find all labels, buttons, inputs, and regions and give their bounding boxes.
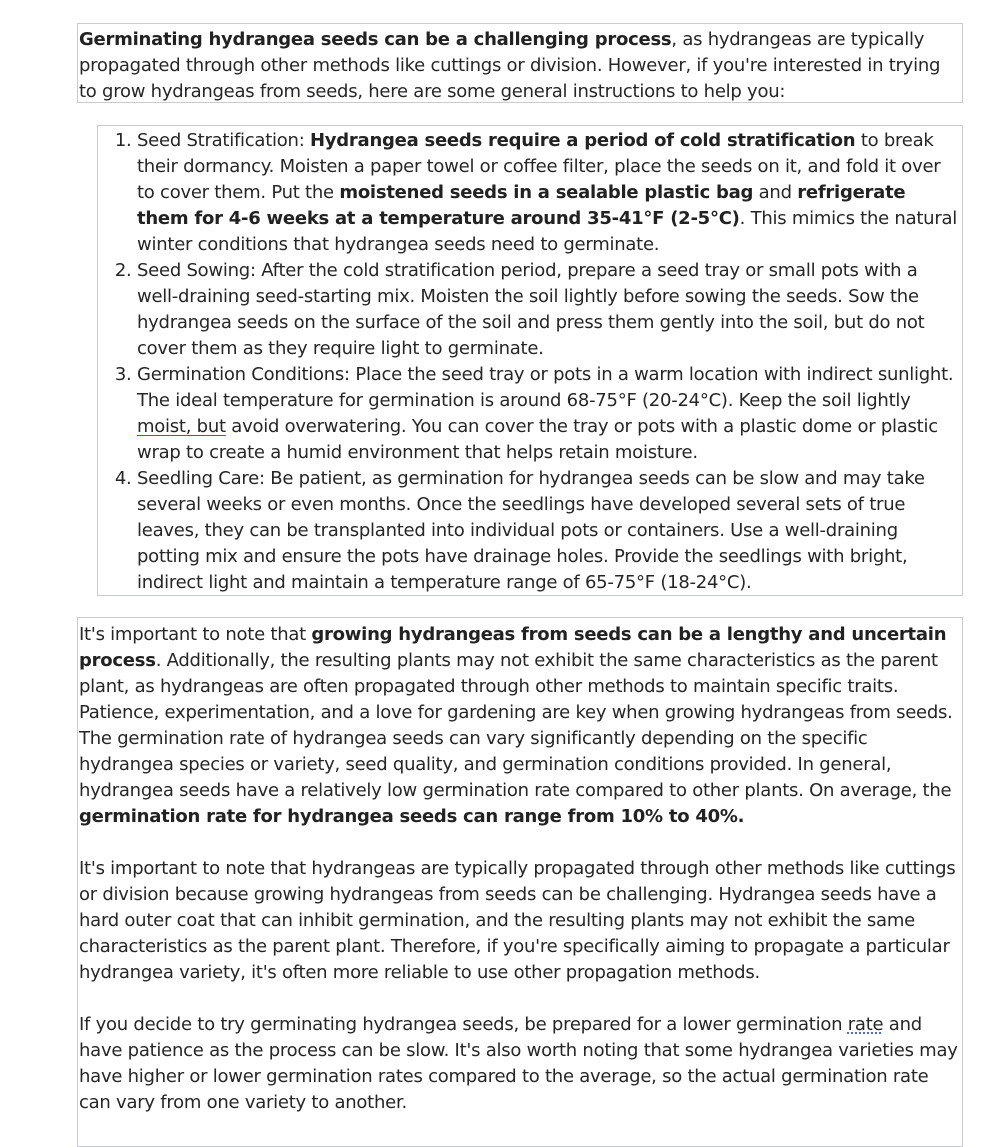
- notes-paragraph: It's important to note that hydrangeas are typically propagated through other methods like cuttings or division because growing hydrangeas from seeds can be challenging. Hydrangea seeds have a hard outer coat that can inhibit germination, and the resulting plants may not exhibit the same characteristics as the parent plant. Therefore, if you're specifically aiming to propagate a particular hydrangea variety, it's often more reliable to use other propagation methods.: [79, 858, 956, 983]
- paragraph-spacer: [79, 830, 962, 856]
- step-bold-text: moistened seeds in a sealable plastic bag: [339, 182, 754, 203]
- notes-paragraph: [79, 622, 962, 726]
- steps-list: [98, 128, 958, 596]
- list-item-seed-stratification: [137, 128, 958, 258]
- notes-paragraph: [79, 726, 962, 830]
- step-text: Seed Sowing: After the cold stratification period, prepare a seed tray or small pots with a well-draining seed-starting mix. Moisten the soil lightly before sowing the seeds. Sow the hydrangea seeds on the surface of the soil and press them gently into the soil, but do not cover them as they require light to germinate.: [137, 260, 925, 359]
- step-text: to break their dormancy. Moisten a paper towel or coffee filter, place the seeds on it, and fold it over to cover them. Put the: [137, 130, 941, 203]
- step-text: and: [753, 182, 798, 203]
- list-item-germination-conditions: [137, 362, 958, 466]
- intro-block[interactable]: [77, 23, 963, 103]
- notes-text: The germination rate of hydrangea seeds can vary significantly depending on the specific hydrangea species or variety, seed quality, and germination conditions provided. In general, hydrangea seeds have a relatively low germination rate compared to other plants. On average, the: [79, 728, 952, 801]
- notes-bold-text: growing hydrangeas from seeds can be a lengthy and uncertain process: [79, 624, 947, 671]
- notes-text: and have patience as the process can be slow. It's also worth noting that some hydrangea varieties may have higher or lower germination rates compared to the average, so the actual germination rate can vary from one variety to another.: [79, 1014, 958, 1113]
- intro-bold-text: Germinating hydrangea seeds can be a challenging process: [79, 29, 672, 50]
- step-text: . This mimics the natural winter conditions that hydrangea seeds need to germinate.: [137, 208, 958, 255]
- step-bold-text: refrigerate them for 4-6 weeks at a temperature around 35-41°F (2-5°C): [137, 182, 906, 229]
- steps-block[interactable]: [97, 125, 963, 596]
- notes-block[interactable]: [77, 617, 963, 1147]
- step-text: avoid overwatering. You can cover the tray or pots with a plastic dome or plastic wrap to create a humid environment that helps retain moisture.: [137, 416, 938, 463]
- step-text: Germination Conditions: Place the seed tray or pots in a warm location with indirect sunlight. The ideal temperature for germination is around 68-75°F (20-24°C). Keep the soil lightly: [137, 364, 954, 411]
- list-item-seedling-care: [137, 466, 958, 596]
- paragraph-spacer: [79, 986, 962, 1012]
- intro-text: , as hydrangeas are typically propagated through other methods like cuttings or division. However, if you're interested in trying to grow hydrangeas from seeds, here are some general instructions to help you:: [79, 29, 941, 102]
- notes-text: If you decide to try germinating hydrangea seeds, be prepared for a lower germination: [79, 1014, 848, 1035]
- notes-bold-text: germination rate for hydrangea seeds can range from 10% to 40%.: [79, 806, 745, 827]
- grammar-underline-text[interactable]: moist, but: [137, 416, 226, 437]
- step-text: Seedling Care: Be patient, as germination for hydrangea seeds can be slow and may take several weeks or even months. Once the seedlings have developed several sets of true leaves, they can be transplanted into individual pots or containers. Use a well-draining potting mix and ensure the pots have drainage holes. Provide the seedlings with bright, indirect light and maintain a temperature range of 65-75°F (18-24°C).: [137, 468, 925, 593]
- list-item-seed-sowing: [137, 258, 958, 362]
- notes-text: It's important to note that: [79, 624, 312, 645]
- intro-paragraph: [79, 27, 962, 105]
- step-text: Seed Stratification:: [137, 130, 310, 151]
- notes-paragraph: [79, 1012, 962, 1116]
- step-bold-text: Hydrangea seeds require a period of cold stratification: [309, 130, 856, 151]
- spelling-underline-text[interactable]: rate: [847, 1014, 884, 1035]
- notes-text: . Additionally, the resulting plants may not exhibit the same characteristics as the parent plant, as hydrangeas are often propagated through other methods to maintain specific traits. Patience, experimentation, and a love for gardening are key when growing hydrangeas from seeds.: [79, 650, 953, 723]
